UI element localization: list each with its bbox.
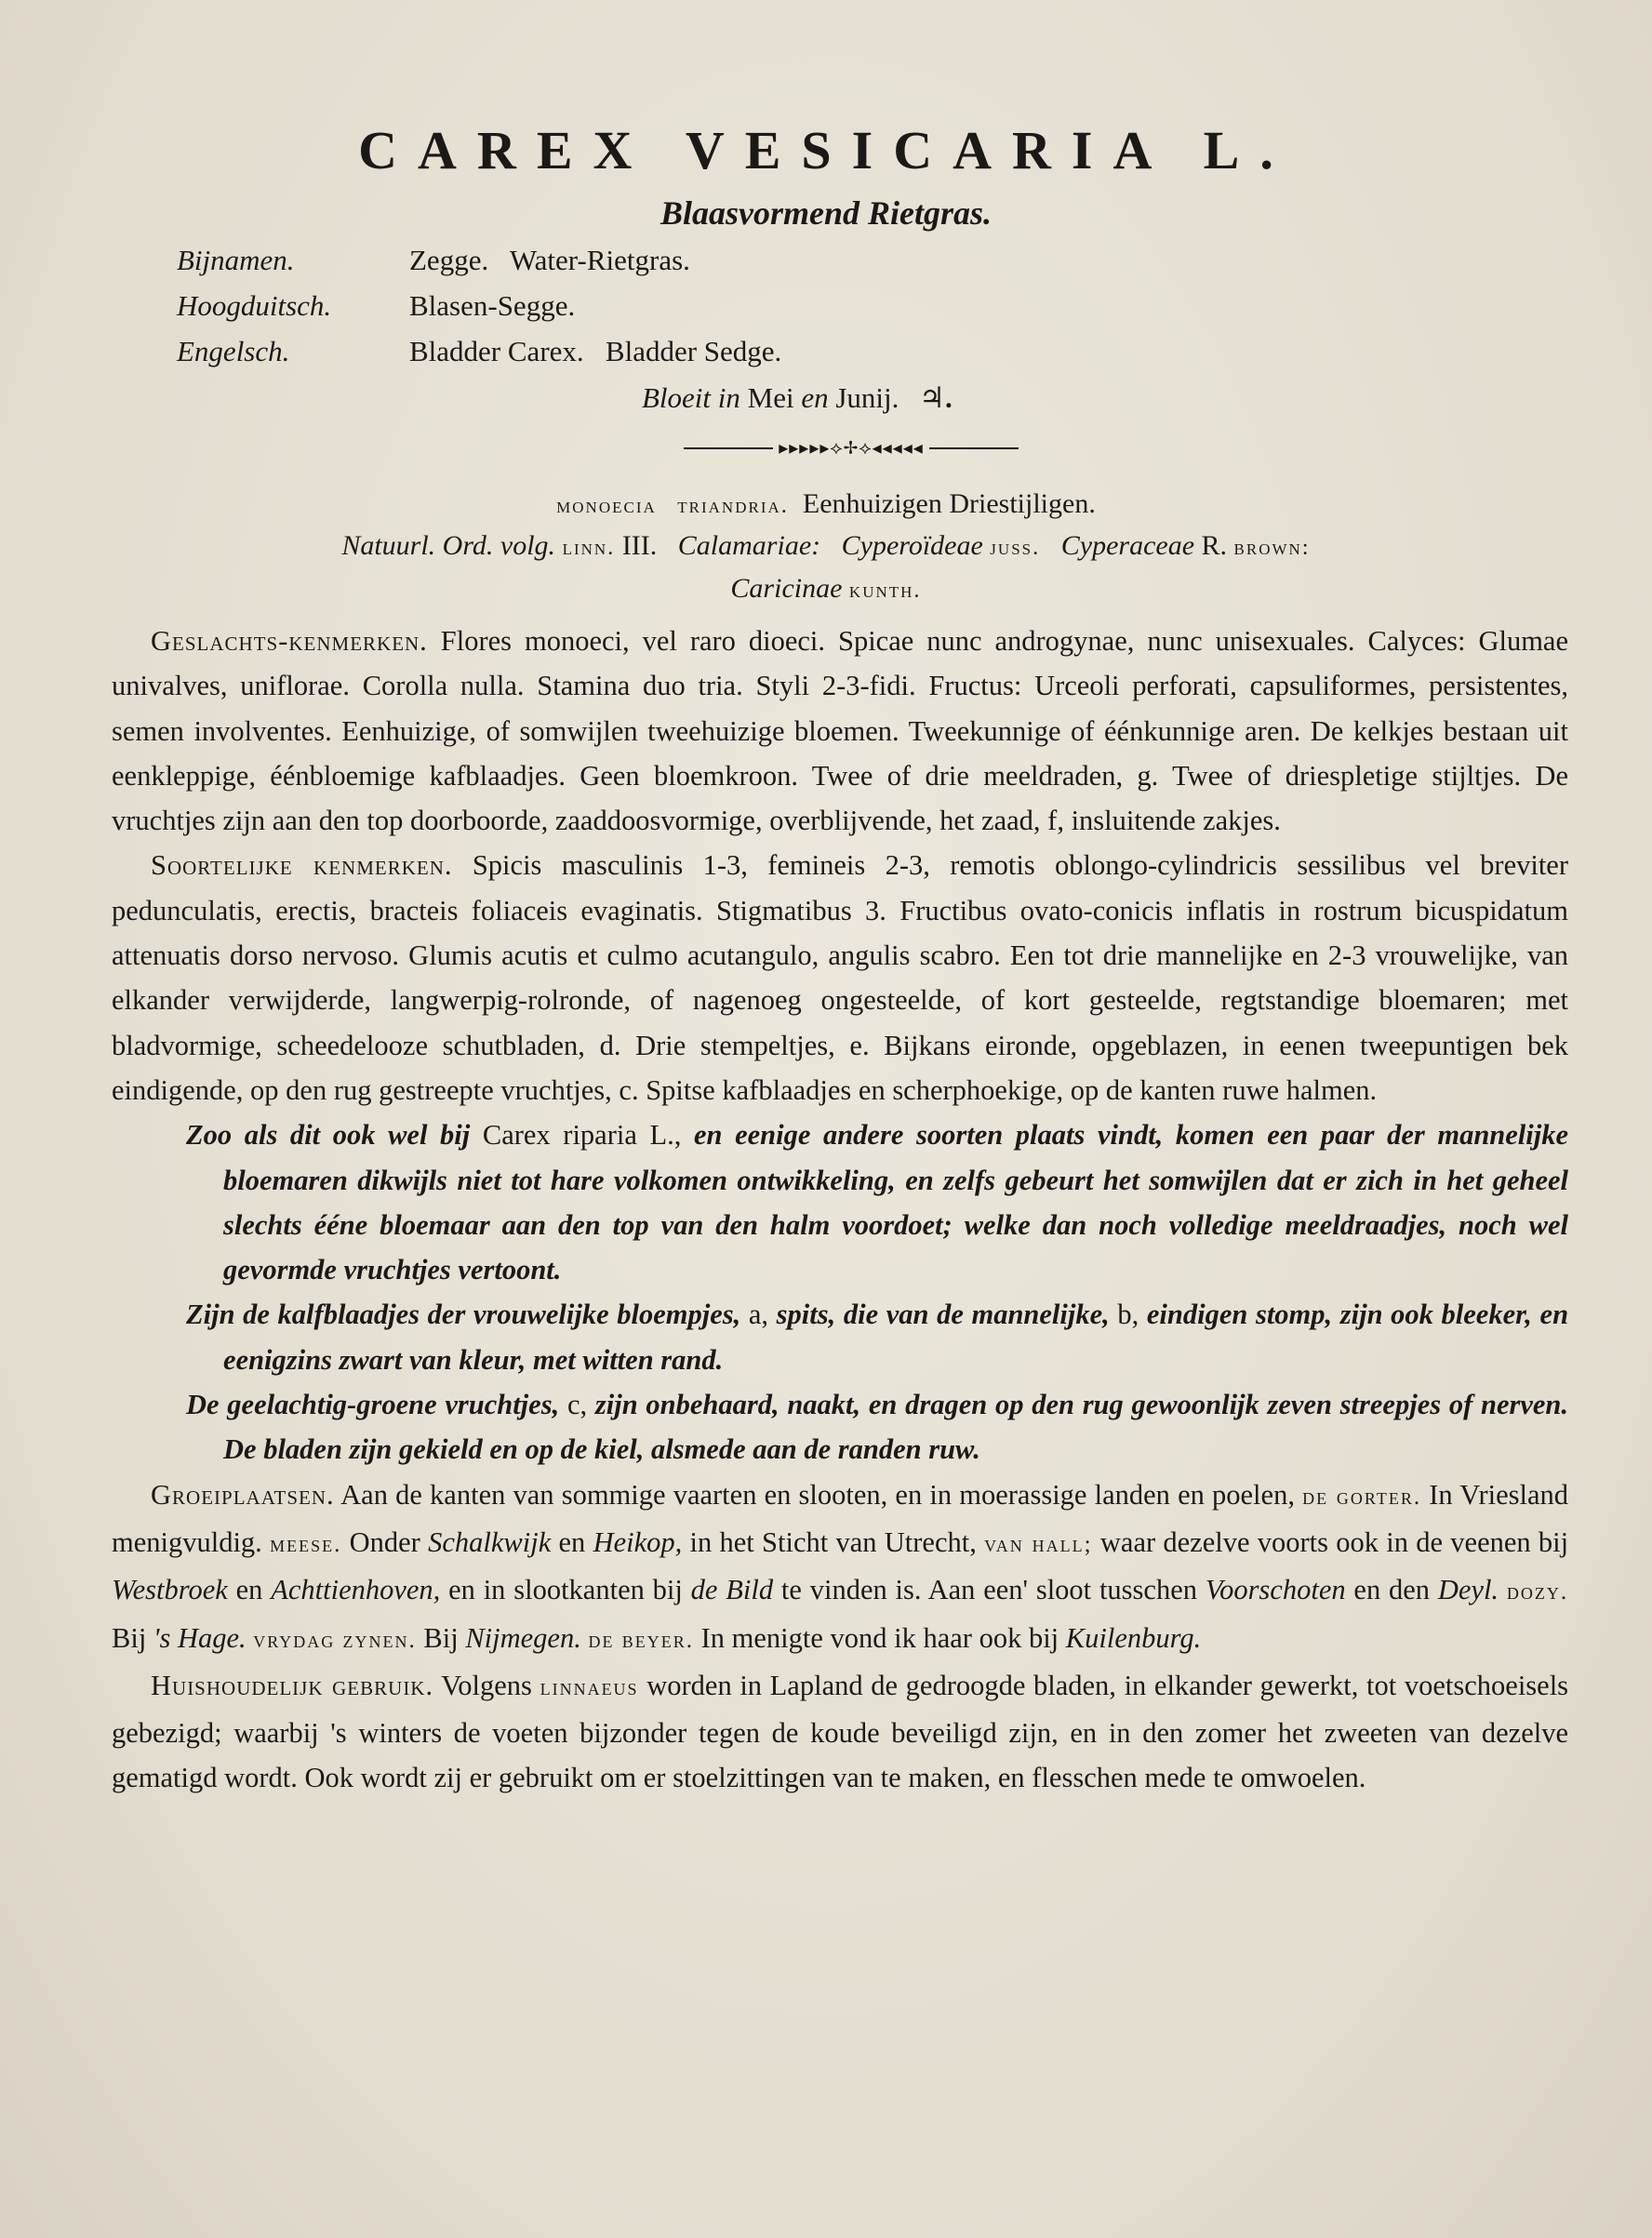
habitat-text: in het Sticht van Utrecht,: [689, 1525, 977, 1558]
habitat-text: Bij: [112, 1621, 147, 1654]
habitat-author: van hall;: [984, 1531, 1093, 1557]
page-title: CAREX VESICARIA L.: [358, 120, 1294, 180]
habitat-place: Heikop,: [593, 1525, 683, 1558]
use-text: worden in Lapland de gedroogde bladen, in elkander gewerkt, tot voetschoeisels gebezigd; waarbij 's winters de voeten bijzonder tegen de koude beveiligd zijn, en in den zomer het zweeten van dezelve gematigd wordt. Ook wordt zij er gebruikt om er stoelzittingen van te maken, en flesschen mede te omwoelen.: [112, 1669, 1569, 1794]
flowering-and: en: [801, 381, 829, 414]
genus-characters: [112, 619, 1568, 843]
habitat-author: de beyer.: [588, 1627, 694, 1653]
flowering-label: Bloeit in: [642, 381, 740, 414]
note-species-ref: Carex riparia L.,: [482, 1119, 682, 1152]
ornamental-divider: [684, 437, 1019, 460]
order-label: Natuurl. Ord. volg.: [341, 530, 556, 561]
section-heading: Soortelijke kenmerken.: [151, 849, 453, 882]
order-calamariae: Calamariae:: [677, 530, 821, 561]
synonym-row: [177, 244, 690, 277]
note-text: zijn onbehaard, naakt, en dragen op den rug gewoonlijk zeven streepjes of nerven. De bladen zijn gekield en op de kiel, alsmede aan de randen ruw.: [223, 1389, 1569, 1466]
note-paragraph: [112, 1292, 1568, 1382]
class-dutch: Eenhuizigen Driestijligen.: [802, 488, 1096, 519]
habitat-text: waar dezelve voorts ook in de veenen bij: [1099, 1525, 1569, 1558]
habitat-place: de Bild: [690, 1574, 774, 1606]
habitat-text: en den: [1353, 1574, 1431, 1606]
synonym-label: Engelsch.: [177, 335, 290, 367]
synonym-value: Bladder Carex. Bladder Sedge.: [409, 335, 782, 367]
habitat-text: te vinden is. Aan een' sloot tusschen: [780, 1574, 1197, 1606]
section-text: Flores monoeci, vel raro dioeci. Spicae nunc androgynae, nunc unisexuales. Calyces: Glumae univalves, uniflorae. Corolla nulla. Stamina duo tria. Styli 2-3-fidi. Fructus: Urceoli perforati, capsuliformes, persistentes, semen involventes. Eenhuizige, of somwijlen tweehuizige bloemen. Tweekunnige of éénkunnige aren. De kelkjes bestaan uit eenkleppige, éénbloemige kafblaadjes. Geen bloemkroon. Twee of drie meeldraden, g. Twee of driespletige stijltjes. De vruchtjes zijn aan den top doorboorde, zaaddoosvormige, overblijvende, het zaad, f, insluitende zakjes.: [112, 625, 1569, 837]
classification-line: [0, 488, 1652, 520]
note-text: Zijn de kalfblaadjes der vrouwelijke bloempjes,: [186, 1299, 741, 1331]
habitat-text: Bij: [423, 1621, 459, 1654]
main-text: [112, 619, 1568, 1801]
habitat-text: en: [235, 1574, 263, 1606]
order-author: linn.: [562, 535, 616, 560]
habitat-place: Westbroek: [112, 1574, 228, 1606]
order-number: III.: [621, 530, 658, 561]
order-caricinae: Caricinae: [730, 573, 843, 604]
habitat-author: meese.: [270, 1531, 342, 1557]
habitat-text: In Vriesland menigvuldig.: [112, 1478, 1569, 1558]
note-text: Zoo als dit ook wel bij: [186, 1119, 471, 1152]
habitat-place: Voorschoten: [1205, 1574, 1346, 1606]
note-text: De geelachtig-groene vruchtjes,: [186, 1389, 560, 1421]
habitat-place: Kuilenburg.: [1065, 1621, 1202, 1654]
section-heading: Geslachts-kenmerken.: [151, 625, 428, 657]
natural-order-line-2: [0, 573, 1652, 605]
note-text: spits, die van de mannelijke,: [776, 1299, 1110, 1331]
habitat-place: Schalkwijk: [428, 1525, 552, 1558]
order-cyperoideae: Cyperoïdeae: [841, 530, 983, 561]
habitat-text: In menigte vond ik haar ook bij: [700, 1621, 1059, 1654]
note-paragraph: [112, 1112, 1568, 1292]
habitat-author: dozy.: [1506, 1579, 1569, 1605]
order-author-brown: brown:: [1233, 535, 1311, 560]
use-text: Volgens: [441, 1669, 532, 1701]
habitat-author: vrydag zynen.: [253, 1627, 417, 1653]
note-text: en eenige andere soorten plaats vindt, komen een paar der mannelijke bloemaren dikwijls niet tot hare volkomen ontwikkeling, en zelfs gebeurt het somwijlen dat er zich in het geheel slechts ééne bloemaar aan den top van den halm voordoet; welke dan noch volledige meeldraadjes, noch wel gevormde vruchtjes vertoont.: [223, 1119, 1568, 1286]
section-heading: Huishoudelijk gebruik.: [151, 1669, 434, 1701]
household-use: [112, 1663, 1568, 1801]
habitat-text: en: [558, 1525, 586, 1558]
synonym-value: Zegge. Water-Rietgras.: [409, 244, 690, 276]
class-name: monoecia: [556, 493, 657, 518]
flowering-line: [642, 381, 953, 415]
order-author-juss: juss.: [990, 535, 1041, 560]
note-paragraph: [112, 1382, 1568, 1472]
order-cyperaceae: Cyperaceae: [1060, 530, 1195, 561]
habitat-author: de gorter.: [1302, 1484, 1422, 1510]
synonym-row: [177, 335, 781, 368]
habitat-place: Achttienhoven,: [271, 1574, 441, 1606]
species-characters: [112, 843, 1568, 1112]
flowering-month: Mei: [747, 381, 794, 414]
flowering-month-2: Junij.: [835, 381, 899, 414]
perennial-symbol: ♃.: [919, 381, 953, 414]
note-figure-ref: b,: [1117, 1299, 1139, 1331]
order-author-r: R.: [1201, 530, 1228, 561]
synonym-label: Hoogduitsch.: [177, 289, 332, 322]
synonym-value: Blasen-Segge.: [409, 289, 576, 322]
note-text: eindigen stomp, zijn ook bleeker, en eenigzins zwart van kleur, met witten rand.: [223, 1299, 1569, 1376]
habitat-text: Aan de kanten van sommige vaarten en slooten, en in moerassige landen en poelen,: [340, 1478, 1295, 1511]
habitat-place: Nijmegen.: [465, 1621, 581, 1654]
habitat-place: 's Hage.: [153, 1621, 246, 1654]
synonym-row: [177, 289, 575, 323]
page-subtitle: Blaasvormend Rietgras.: [659, 194, 993, 232]
section-text: Spicis masculinis 1-3, femineis 2-3, remotis oblongo-cylindricis sessilibus vel breviter pedunculatis, erectis, bracteis foliaceis evaginatis. Stigmatibus 3. Fructibus ovato-conicis inflatis in rostrum bicuspidatum attenuatis dorso nervoso. Glumis acutis et culmo acutangulo, angulis scabro. Een tot drie mannelijke en 2-3 vrouwelijke, van elkander verwijderde, langwerpig-rolronde, of nagenoeg ongesteelde, of kort gesteelde, regtstandige bloemaren; met bladvormige, scheedelooze schutbladen, d. Drie stempeltjes, e. Bijkans eironde, opgeblazen, in eenen tweepuntigen bek eindigende, op den rug gestreepte vruchtjes, c. Spitse kafblaadjes en scherphoekige, op de kanten ruwe halmen.: [112, 849, 1568, 1106]
habitat-place: Deyl.: [1437, 1574, 1499, 1606]
habitat-text: en in slootkanten bij: [448, 1574, 683, 1606]
synonym-label: Bijnamen.: [177, 244, 295, 276]
divider-ornament: ▸▸▸▸▸⟡✢⟡◂◂◂◂◂: [779, 438, 924, 459]
class-order: triandria.: [677, 493, 789, 518]
order-author-kunth: kunth.: [848, 578, 922, 603]
habitats: [112, 1472, 1568, 1663]
note-figure-ref: a,: [748, 1299, 769, 1331]
habitat-text: Onder: [349, 1525, 420, 1558]
note-figure-ref: c,: [566, 1389, 588, 1421]
divider-line-left: [684, 447, 773, 449]
natural-order-line: [0, 530, 1652, 562]
use-author: linnaeus: [540, 1674, 639, 1700]
section-heading: Groeiplaatsen.: [151, 1478, 335, 1511]
divider-line-right: [929, 447, 1019, 449]
